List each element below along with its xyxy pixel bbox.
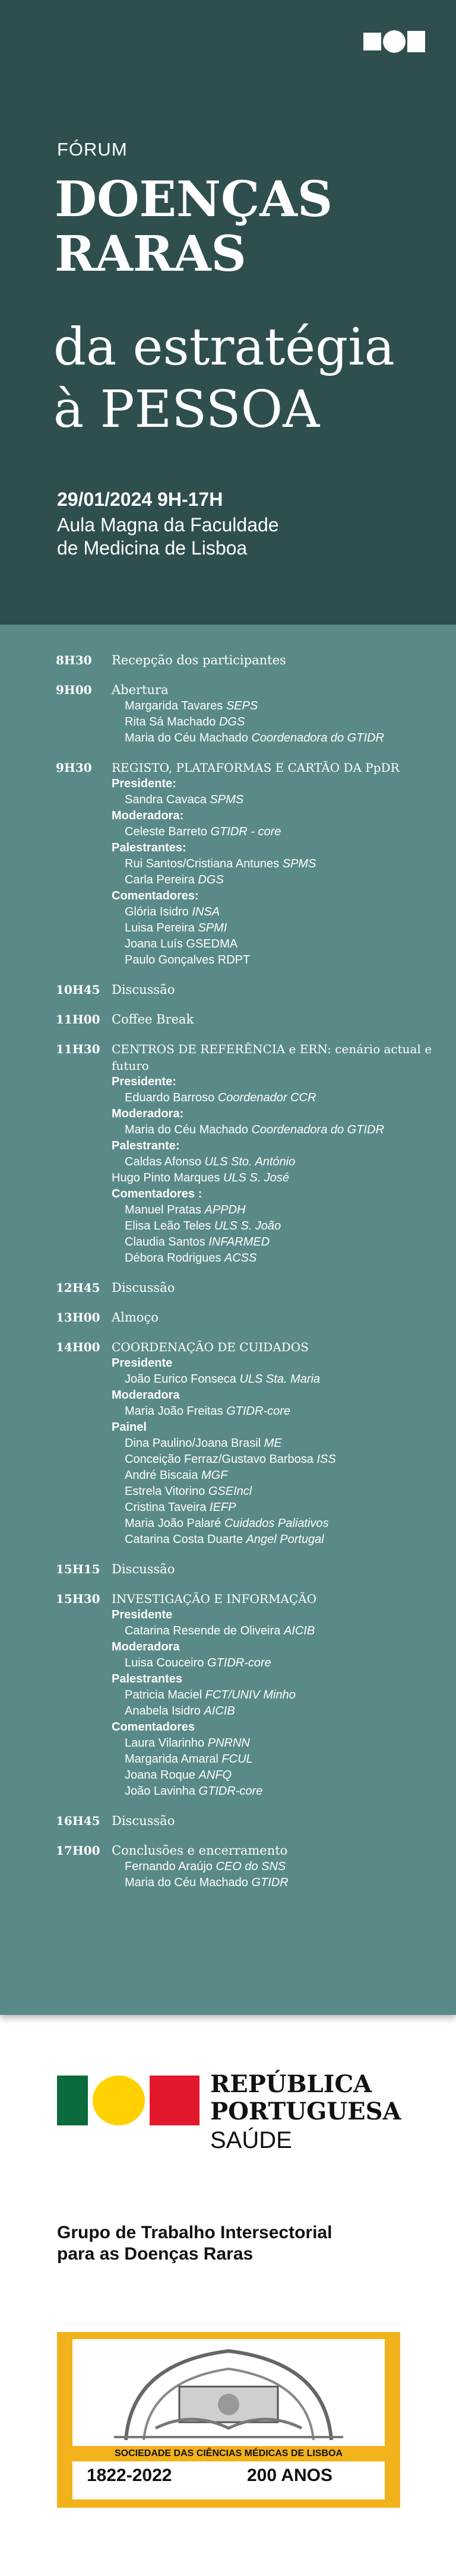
scml-anniversary-logo	[57, 2332, 400, 2508]
header-banner	[0, 0, 456, 625]
participant-affiliation: Cuidados Paliativos	[224, 1517, 329, 1530]
program-time: 8H30	[56, 653, 92, 667]
participant-name: Manuel Pratas	[125, 1203, 201, 1216]
program-participant	[112, 1250, 456, 1266]
participant-name: João Lavinha	[125, 1785, 195, 1798]
program-participant	[112, 1122, 456, 1138]
rp-logo-line-1: REPÚBLICA	[210, 2070, 372, 2098]
program-participant	[112, 1436, 456, 1452]
participant-affiliation: Coordenador CCR	[217, 1091, 316, 1104]
program-role-label: Palestrantes:	[112, 841, 186, 854]
program-body	[112, 759, 456, 968]
program-participant	[112, 1234, 456, 1250]
scml-years: 1822-2022	[87, 2466, 172, 2485]
participant-affiliation: Coordenadora do GTIDR	[251, 731, 384, 744]
program-role-label: Comentadores:	[112, 889, 199, 902]
program-participant	[112, 1703, 456, 1719]
program-body	[112, 1279, 456, 1296]
event-venue-line-1: Aula Magna da Faculdade	[57, 514, 279, 536]
participant-name: Margarida Tavares	[125, 699, 223, 712]
program-title: COORDENAÇÃO DE CUIDADOS	[112, 1340, 309, 1354]
program-title: Discussão	[112, 1281, 175, 1295]
program-participant	[112, 920, 456, 936]
event-kicker: FÓRUM	[57, 139, 128, 160]
program-body	[112, 1309, 456, 1326]
participant-affiliation: INFARMED	[208, 1235, 270, 1249]
program-participant	[112, 1859, 456, 1875]
participant-name: Catarina Costa Duarte	[125, 1533, 243, 1546]
program-item	[0, 981, 456, 998]
program-participant	[112, 1516, 456, 1532]
participant-name: Débora Rodrigues	[125, 1251, 221, 1265]
program-participant	[112, 1655, 456, 1671]
program-participant	[112, 1452, 456, 1468]
participant-name: Joana Roque	[125, 1769, 195, 1782]
program-title: Discussão	[112, 1562, 175, 1576]
participant-name: Maria do Céu Machado	[125, 1876, 248, 1889]
participant-name: Maria do Céu Machado	[125, 731, 248, 744]
program-title: Recepção dos participantes	[112, 653, 286, 667]
program-item	[0, 1590, 456, 1799]
program-body	[112, 981, 456, 998]
republica-portuguesa-logo	[57, 2071, 401, 2160]
event-venue-line-2: de Medicina de Lisboa	[57, 537, 248, 559]
program-item	[0, 1041, 456, 1266]
program-item	[0, 1309, 456, 1326]
participant-name: Anabela Isidro	[125, 1704, 201, 1718]
event-title-line-4: à PESSOA	[53, 380, 320, 439]
participant-affiliation: MGF	[201, 1469, 228, 1482]
program-participant	[112, 1468, 456, 1484]
participant-affiliation: PNRNN	[207, 1737, 250, 1750]
program-item	[0, 1011, 456, 1028]
participant-name: Maria João Palaré	[125, 1517, 221, 1530]
program-body	[112, 652, 456, 668]
program-item	[0, 1561, 456, 1577]
participant-affiliation: ULS S. José	[223, 1171, 290, 1184]
participant-affiliation: GTIDR-core	[198, 1785, 263, 1798]
scml-emblem-icon	[72, 2339, 385, 2452]
participant-affiliation: FCT/UNIV Minho	[205, 1688, 296, 1702]
program-participant	[112, 1218, 456, 1234]
participant-name: Paulo Gonçalves RDPT	[125, 953, 251, 967]
participant-affiliation: GTIDR-core	[226, 1405, 290, 1418]
program-participant	[112, 698, 456, 714]
flag-green-bar-icon	[57, 2076, 88, 2125]
program-role-label: Comentadores	[112, 1720, 195, 1734]
participant-name: Fernando Araújo	[125, 1860, 213, 1873]
program-role-label: Presidente	[112, 1608, 173, 1621]
participant-affiliation: ULS Sta. Maria	[239, 1373, 321, 1386]
program-role-label: Moderadora:	[112, 809, 184, 822]
program-role-label: Palestrantes	[112, 1672, 182, 1685]
participant-name: Rita Sá Machado	[125, 715, 216, 728]
program-time: 10H45	[56, 983, 100, 997]
event-date: 29/01/2024 9H-17H	[57, 489, 223, 510]
scml-anniversary: 200 ANOS	[247, 2466, 332, 2485]
participant-name: Maria do Céu Machado	[125, 1123, 248, 1136]
participant-name: Carla Pereira	[125, 873, 195, 886]
participant-affiliation: Coordenadora do GTIDR	[251, 1123, 384, 1136]
program-time: 17H00	[56, 1843, 100, 1858]
program-time: 13H00	[56, 1310, 100, 1325]
program-role-label: Presidente	[112, 1357, 173, 1370]
participant-affiliation: AICIB	[283, 1624, 315, 1637]
participant-affiliation: SPMI	[198, 921, 227, 934]
participant-name: Luisa Pereira	[125, 921, 195, 934]
flag-yellow-circle-icon	[93, 2076, 145, 2125]
participant-name: Glória Isidro	[125, 905, 189, 918]
participant-affiliation: DGS	[218, 715, 245, 728]
participant-name: Celeste Barreto	[125, 825, 207, 838]
participant-affiliation: APPDH	[204, 1203, 246, 1216]
program-title: Coffee Break	[112, 1012, 194, 1026]
program-role-label: Moderadora	[112, 1640, 180, 1653]
organizer-logo-icon	[363, 24, 425, 59]
group-name-line-2: para as Doenças Raras	[57, 2244, 254, 2264]
program-title: Discussão	[112, 1814, 175, 1828]
program-time: 15H30	[56, 1592, 100, 1606]
program-participant	[112, 1484, 456, 1500]
participant-name: Dina Paulino/Joana Brasil	[125, 1437, 261, 1450]
participant-affiliation: ME	[264, 1437, 282, 1450]
program-body	[112, 1842, 456, 1891]
program-participant	[112, 1767, 456, 1783]
participant-affiliation: ULS S. João	[214, 1219, 281, 1232]
program-time: 14H00	[56, 1340, 100, 1354]
participant-affiliation: ACSS	[224, 1251, 257, 1265]
participant-affiliation: AICIB	[204, 1704, 235, 1718]
program-participant	[112, 1751, 456, 1767]
program-time: 15H15	[56, 1562, 100, 1576]
participant-affiliation: SPMS	[282, 857, 316, 870]
program-title: Discussão	[112, 983, 175, 997]
program-title: INVESTIGAÇÃO E INFORMAÇÃO	[112, 1592, 317, 1606]
program-participant	[112, 872, 456, 888]
program-participant	[112, 936, 456, 952]
participant-name: Catarina Resende de Oliveira	[125, 1624, 281, 1637]
participant-name: Eduardo Barroso	[125, 1091, 215, 1104]
participant-affiliation: GTIDR-core	[207, 1656, 271, 1669]
participant-name: Cristina Taveira	[125, 1501, 207, 1514]
program-participant	[112, 714, 456, 730]
participant-affiliation: FCUL	[221, 1753, 253, 1766]
program-participant	[112, 1371, 456, 1387]
program-participant	[112, 1532, 456, 1548]
program-body	[112, 1561, 456, 1577]
program-time: 9H30	[56, 761, 92, 775]
participant-affiliation: GSEIncl	[208, 1485, 252, 1498]
program-participant	[112, 1154, 456, 1170]
program-item	[0, 1842, 456, 1891]
participant-name: Laura Vilarinho	[125, 1737, 205, 1750]
program-title: Abertura	[112, 683, 169, 697]
program-panel	[0, 625, 456, 2015]
program-participant	[112, 952, 456, 968]
program-list	[0, 652, 456, 1904]
program-participant	[112, 1500, 456, 1516]
program-role-label: Presidente:	[112, 1075, 176, 1088]
program-participant	[112, 1403, 456, 1420]
participant-affiliation: SPMS	[210, 793, 244, 806]
rp-logo-line-2: PORTUGUESA	[210, 2097, 401, 2125]
participant-affiliation: GTIDR	[251, 1876, 289, 1889]
event-title-line-2: RARAS	[55, 226, 246, 283]
program-title: Almoço	[112, 1310, 159, 1325]
program-time: 16H45	[56, 1814, 100, 1828]
participant-name: Joana Luís GSEDMA	[125, 937, 238, 950]
program-item	[0, 1813, 456, 1829]
program-role-label: Presidente:	[112, 777, 176, 790]
participant-name: Claudia Santos	[125, 1235, 205, 1249]
program-participant	[112, 1202, 456, 1218]
program-body	[112, 1590, 456, 1799]
program-item	[0, 652, 456, 668]
program-title: CENTROS DE REFERÊNCIA e ERN: cenário actual e futuro	[112, 1042, 432, 1073]
program-body	[112, 1339, 456, 1548]
program-time: 12H45	[56, 1281, 100, 1295]
program-participant	[112, 792, 456, 808]
program-title: Conclusões e encerramento	[112, 1843, 288, 1858]
program-item	[0, 1339, 456, 1548]
participant-name: Elisa Leão Teles	[125, 1219, 211, 1232]
group-name-line-1: Grupo de Trabalho Intersectorial	[57, 2223, 332, 2242]
program-participant	[112, 1170, 456, 1186]
program-participant	[112, 1090, 456, 1106]
program-participant	[112, 1783, 456, 1799]
program-participant	[112, 824, 456, 840]
participant-affiliation: INSA	[192, 905, 220, 918]
program-participant	[112, 904, 456, 920]
program-participant	[112, 1735, 456, 1751]
participant-name: André Biscaia	[125, 1469, 198, 1482]
program-time: 9H00	[56, 683, 92, 697]
participant-name: Patricia Maciel	[125, 1688, 202, 1702]
participant-name: Margarida Amaral	[125, 1753, 218, 1766]
program-participant	[112, 730, 456, 746]
program-participant	[112, 1623, 456, 1639]
program-time: 11H00	[56, 1012, 100, 1026]
participant-affiliation: Angel Portugal	[246, 1533, 324, 1546]
program-role-label: Moderadora:	[112, 1107, 184, 1120]
participant-affiliation: CEO do SNS	[216, 1860, 286, 1873]
participant-name: Estrela Vitorino	[125, 1485, 205, 1498]
program-item	[0, 759, 456, 968]
participant-name: Maria João Freitas	[125, 1405, 223, 1418]
participant-name: Luisa Couceiro	[125, 1656, 204, 1669]
program-participant	[112, 1687, 456, 1703]
program-item	[0, 682, 456, 746]
rp-logo-line-3: SAÚDE	[210, 2127, 292, 2153]
program-participant	[112, 1875, 456, 1891]
participant-name: Sandra Cavaca	[125, 793, 207, 806]
program-role-label: Painel	[112, 1421, 147, 1434]
participant-affiliation: ISS	[316, 1453, 336, 1466]
participant-name: João Eurico Fonseca	[125, 1373, 236, 1386]
program-body	[112, 1011, 456, 1028]
program-time: 11H30	[56, 1042, 100, 1056]
participant-affiliation: GTIDR - core	[210, 825, 281, 838]
program-role-label: Comentadores :	[112, 1187, 202, 1200]
program-body	[112, 1041, 456, 1266]
participant-name: Rui Santos/Cristiana Antunes	[125, 857, 280, 870]
program-participant	[112, 856, 456, 872]
participant-name: Conceição Ferraz/Gustavo Barbosa	[125, 1453, 314, 1466]
participant-affiliation: SEPS	[226, 699, 258, 712]
participant-name: Caldas Afonso	[125, 1155, 201, 1168]
program-role-label: Palestrante:	[112, 1139, 180, 1152]
participant-affiliation: DGS	[198, 873, 224, 886]
participant-affiliation: IEFP	[210, 1501, 236, 1514]
program-role-label: Moderadora	[112, 1389, 180, 1402]
participant-affiliation: ULS Sto. António	[204, 1155, 296, 1168]
event-title-line-1: DOENÇAS	[55, 171, 333, 228]
program-body	[112, 1813, 456, 1829]
scml-caption: SOCIEDADE DAS CIÊNCIAS MÉDICAS DE LISBOA	[72, 2446, 385, 2461]
participant-affiliation: ANFQ	[198, 1769, 232, 1782]
event-title-line-3: da estratégia	[53, 318, 395, 377]
program-title: REGISTO, PLATAFORMAS E CARTÃO DA PpDR	[112, 761, 400, 775]
flag-red-square-icon	[150, 2076, 200, 2125]
program-item	[0, 1279, 456, 1296]
program-body	[112, 682, 456, 746]
participant-name: Hugo Pinto Marques	[112, 1171, 220, 1184]
